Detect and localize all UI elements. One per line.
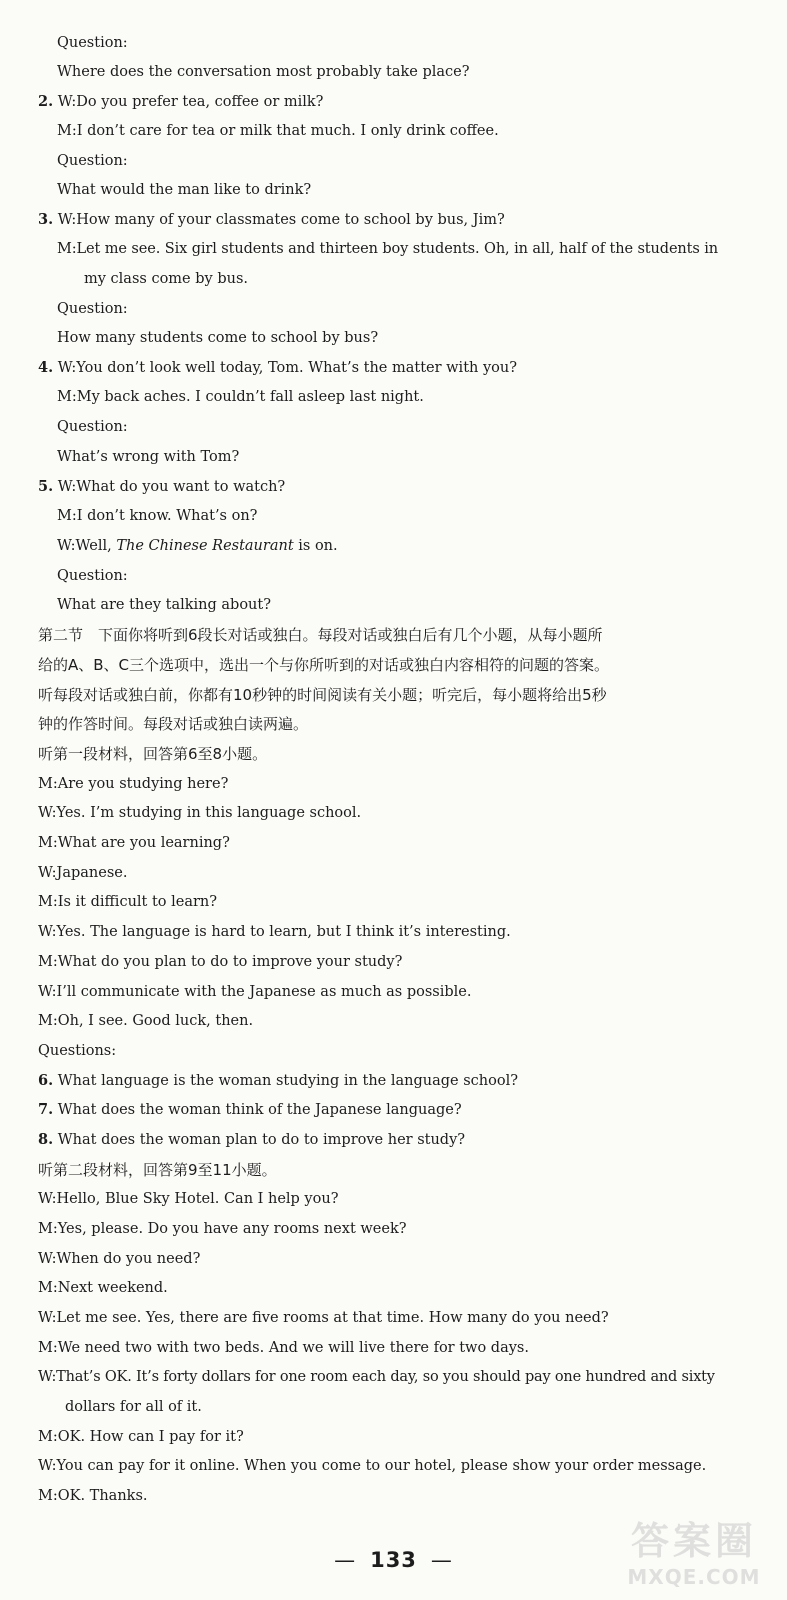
- section-instruction: 钟的作答时间。每段对话或独白读两遍。: [38, 715, 309, 733]
- item-number: 6.: [38, 1072, 54, 1089]
- text-line: W:Yes. The language is hard to learn, but I think it’s interesting.: [38, 924, 511, 940]
- section-instruction: 听每段对话或独白前，你都有10秒钟的时间阅读有关小题；听完后，每小题将给出5秒: [38, 686, 607, 704]
- text-line: M:Is it difficult to learn?: [38, 894, 218, 910]
- text-line: W:I’ll communicate with the Japanese as much as possible.: [38, 984, 472, 1000]
- text-line: Question:: [57, 153, 128, 169]
- text-line: my class come by bus.: [84, 271, 248, 287]
- text-line: Question:: [57, 35, 128, 51]
- footer-dash-left: —: [334, 1548, 357, 1572]
- question-item: 7. What does the woman think of the Japanese language?: [38, 1101, 462, 1118]
- text-line: M:Are you studying here?: [38, 776, 229, 792]
- material-heading: 听第二段材料，回答第9至11小题。: [38, 1161, 277, 1179]
- text-line: dollars for all of it.: [65, 1399, 202, 1415]
- text-line: M:Oh, I see. Good luck, then.: [38, 1013, 254, 1029]
- text-line: W:Well, The Chinese Restaurant is on.: [57, 538, 338, 554]
- text-line: M:Let me see. Six girl students and thirteen boy students. Oh, in all, half of the students in: [57, 241, 719, 257]
- text-line: Question:: [57, 419, 128, 435]
- section-instruction: 给的A、B、C三个选项中，选出一个与你所听到的对话或独白内容相符的问题的答案。: [38, 656, 610, 674]
- watermark-logo: 答案圈 MXQE.COM: [627, 1519, 761, 1589]
- text-line: Where does the conversation most probably take place?: [57, 64, 470, 80]
- question-item: 5. W:What do you want to watch?: [38, 478, 286, 495]
- text-line: M:We need two with two beds. And we will live there for two days.: [38, 1340, 529, 1356]
- text-line: M:I don’t know. What’s on?: [57, 508, 258, 524]
- text-line: W:Yes. I’m studying in this language school.: [38, 805, 362, 821]
- text-line: W:That’s OK. It’s forty dollars for one room each day, so you should pay one hundred and sixty: [38, 1369, 715, 1385]
- item-number: 5.: [38, 478, 54, 495]
- page-number: 133: [370, 1548, 417, 1572]
- question-item: 6. What language is the woman studying in the language school?: [38, 1072, 518, 1089]
- text-line: How many students come to school by bus?: [57, 330, 379, 346]
- text-line: What would the man like to drink?: [57, 182, 312, 198]
- text-line: M:I don’t care for tea or milk that much. I only drink coffee.: [57, 123, 499, 139]
- text-line: W:Hello, Blue Sky Hotel. Can I help you?: [38, 1191, 339, 1207]
- text-line: M:OK. How can I pay for it?: [38, 1429, 244, 1445]
- text-line: What’s wrong with Tom?: [57, 449, 240, 465]
- program-title: The Chinese Restaurant: [116, 538, 294, 554]
- item-number: 3.: [38, 211, 54, 228]
- text-line: W:Japanese.: [38, 865, 128, 881]
- text-line: W:Let me see. Yes, there are five rooms at that time. How many do you need?: [38, 1310, 609, 1326]
- text-line: Questions:: [38, 1043, 117, 1059]
- question-item: 4. W:You don’t look well today, Tom. What’s the matter with you?: [38, 359, 517, 376]
- question-item: 2. W:Do you prefer tea, coffee or milk?: [38, 93, 324, 110]
- text-line: M:OK. Thanks.: [38, 1488, 148, 1504]
- item-number: 4.: [38, 359, 54, 376]
- item-number: 2.: [38, 93, 54, 110]
- text-line: W:When do you need?: [38, 1251, 201, 1267]
- question-item: 3. W:How many of your classmates come to school by bus, Jim?: [38, 211, 505, 228]
- text-line: Question:: [57, 301, 128, 317]
- text-line: M:Yes, please. Do you have any rooms next week?: [38, 1221, 407, 1237]
- section-instruction: 第二节 下面你将听到6段长对话或独白。每段对话或独白后有几个小题，从每小题所: [38, 626, 603, 644]
- material-heading: 听第一段材料，回答第6至8小题。: [38, 745, 268, 763]
- text-line: M:What are you learning?: [38, 835, 230, 851]
- text-line: M:My back aches. I couldn’t fall asleep last night.: [57, 389, 424, 405]
- text-line: M:Next weekend.: [38, 1280, 168, 1296]
- question-item: 8. What does the woman plan to do to improve her study?: [38, 1131, 466, 1148]
- text-line: What are they talking about?: [57, 597, 271, 613]
- text-line: Question:: [57, 568, 128, 584]
- text-line: W:You can pay for it online. When you come to our hotel, please show your order message.: [38, 1458, 707, 1474]
- item-number: 8.: [38, 1131, 54, 1148]
- text-line: M:What do you plan to do to improve your study?: [38, 954, 403, 970]
- footer-dash-right: —: [430, 1548, 453, 1572]
- item-number: 7.: [38, 1101, 54, 1118]
